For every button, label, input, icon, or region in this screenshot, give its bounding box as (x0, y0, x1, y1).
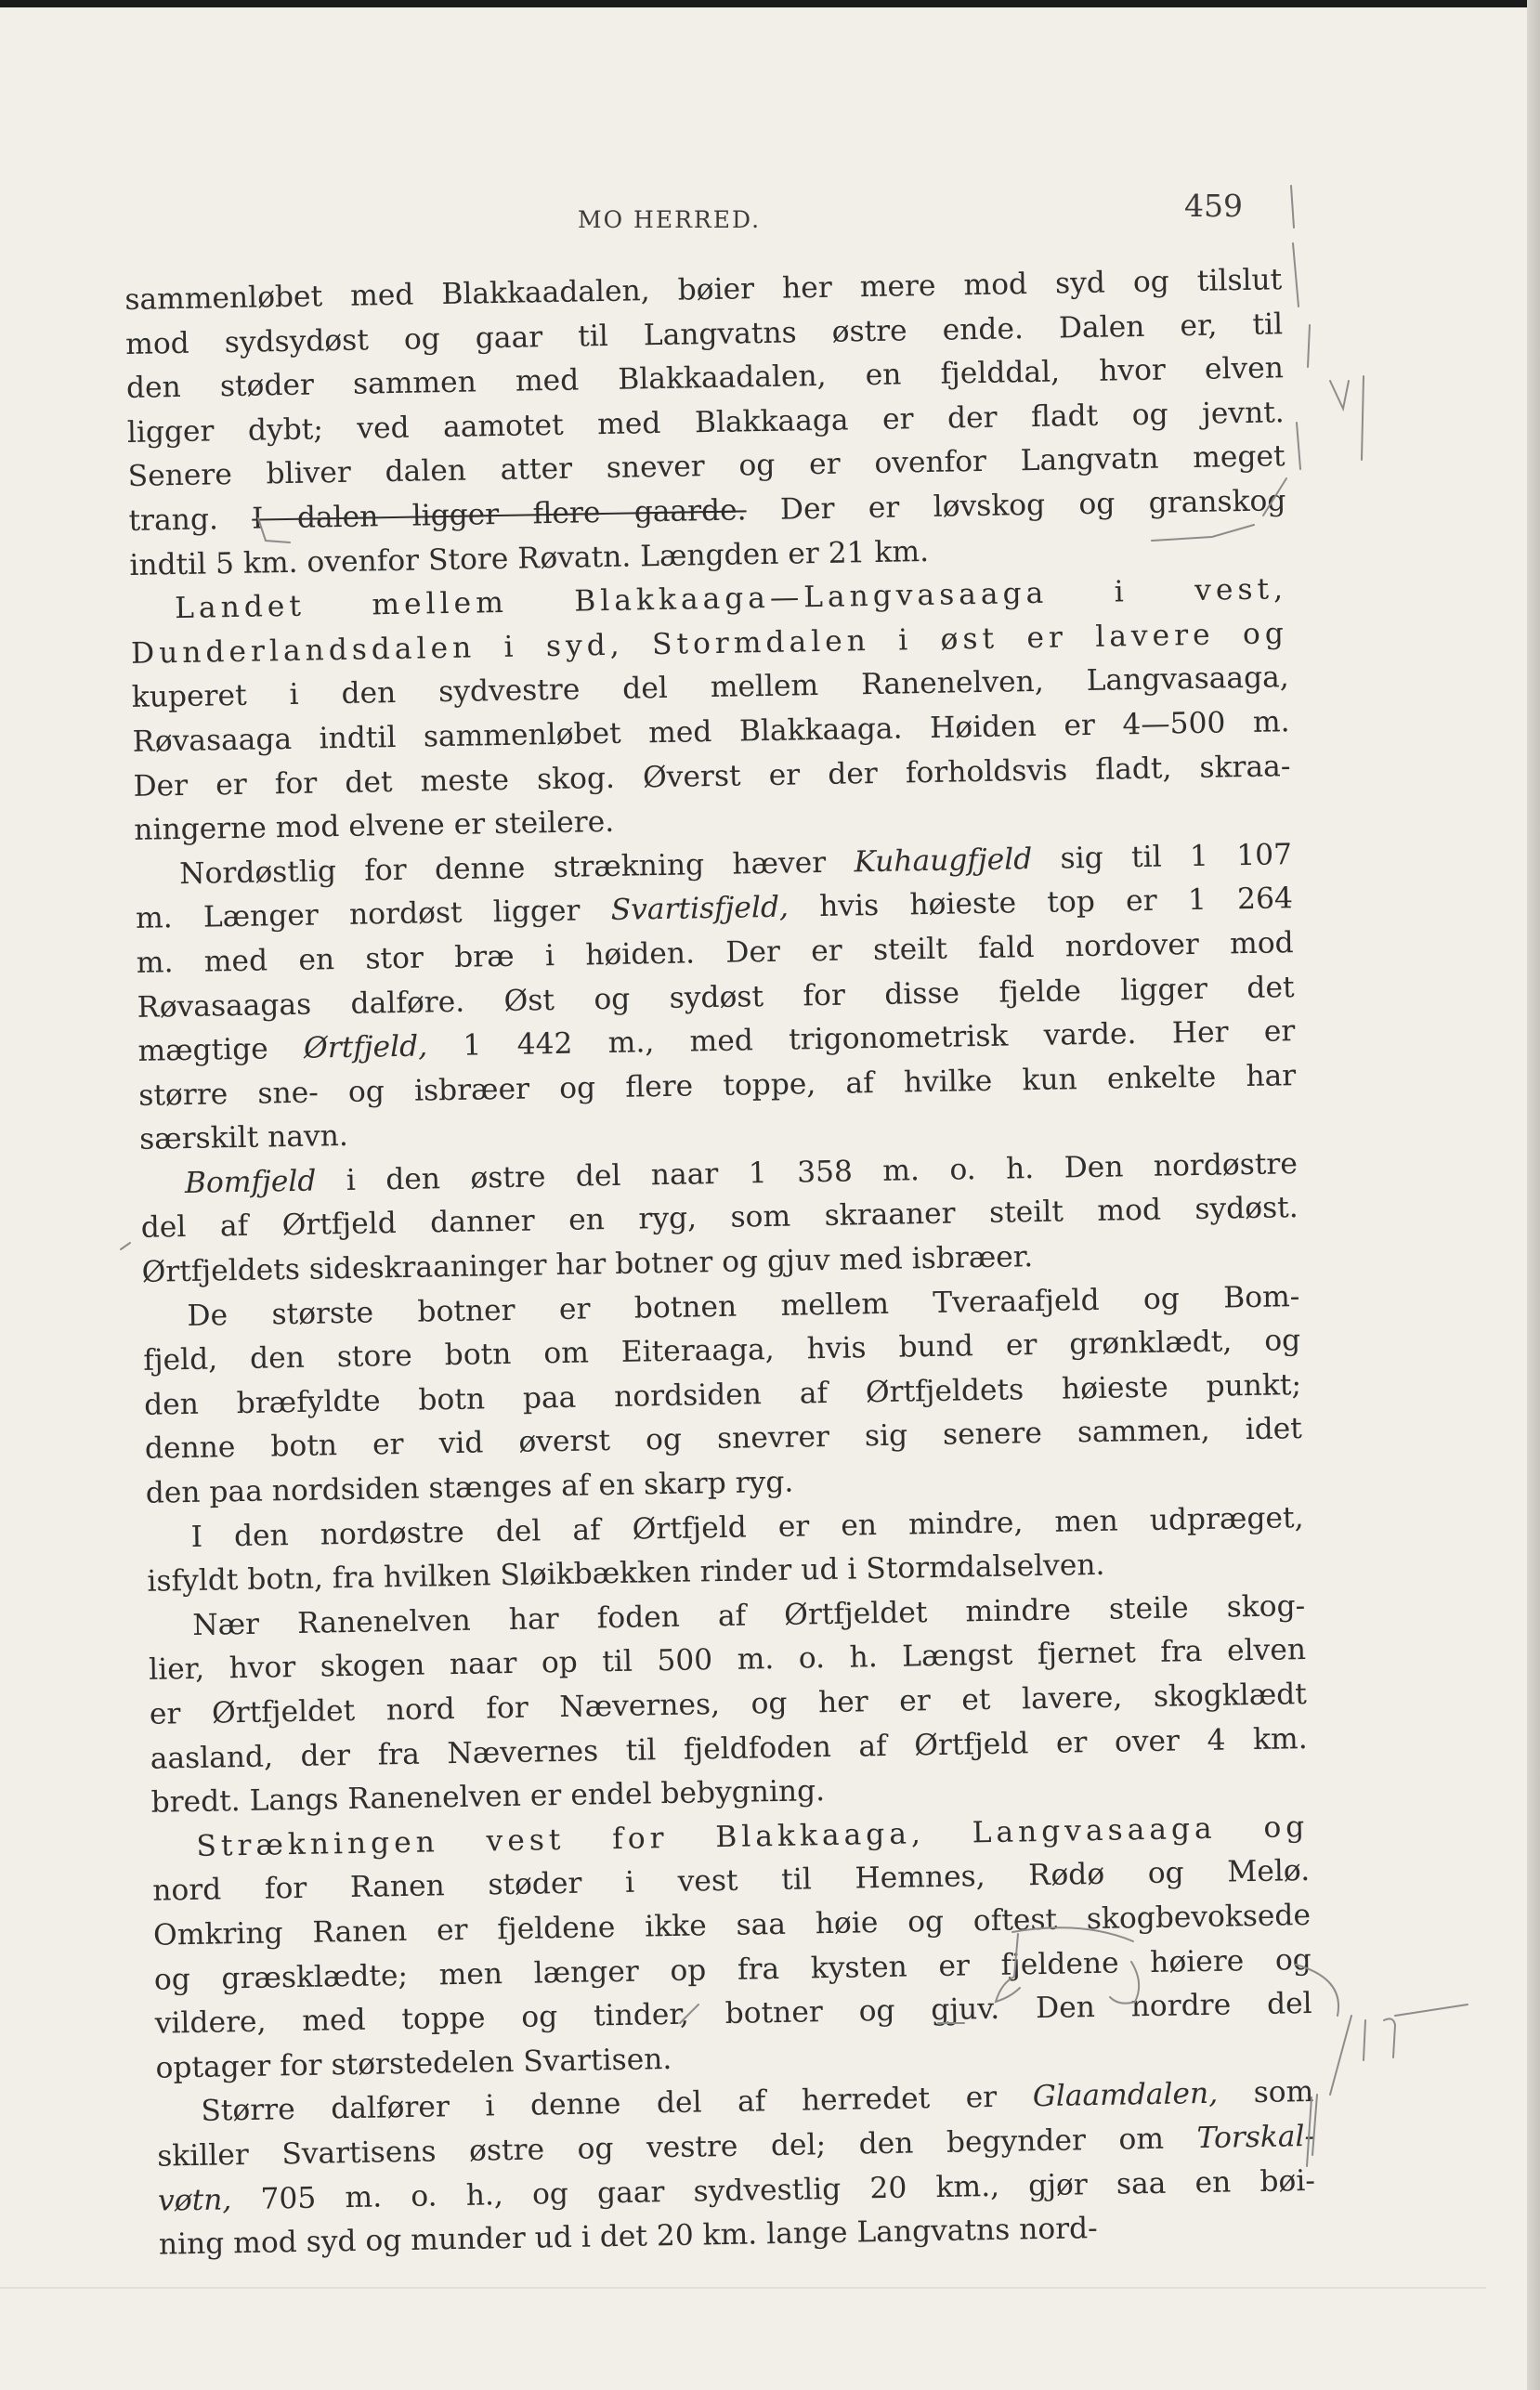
text-fragment: Større dalfører i denne del af herredet er (201, 2081, 998, 2129)
scan-top-border (0, 0, 1540, 7)
pen-mark (1308, 325, 1310, 367)
text-line: Røvasaagas dalføre. Øst og sydøst for disse fjelde ligger det (137, 970, 1295, 1025)
place-name: Glaamdalen, (1032, 2077, 1219, 2114)
text-line: den støder sammen med Blakkaadalen, en fjelddal, hvor elven (125, 351, 1285, 406)
text-fragment: trang. (128, 503, 219, 538)
paragraph-start-line: Landet mellem Blakkaaga—Langvasaaga i vest, (174, 572, 1288, 626)
pen-mark (121, 1243, 130, 1249)
text-line: m. med en stor bræ i høiden. Der er steilt fald nordover mod (136, 926, 1294, 980)
running-head: MO HERRED. (578, 206, 762, 233)
paragraph-start-line: I den nordøstre del af Ørtfjeld er en mindre, men udpræget, (190, 1500, 1304, 1554)
text-line: vildere, med toppe og tinder, botner og gjuv. Den nordre del (154, 1987, 1312, 2041)
text-line: Dunderlandsdalen i syd, Stormdalen i øst er lavere og (130, 616, 1289, 671)
text-line: og græsklædte; men længer op fra kysten er fjeldene høiere og (153, 1942, 1312, 1997)
text-line: denne botn er vid øverst og snevrer sig senere sammen, idet (144, 1412, 1303, 1467)
text-fragment: hvis høieste top er 1 264 (818, 882, 1294, 924)
pen-mark (1291, 186, 1294, 228)
pen-mark (1395, 2005, 1468, 2016)
text-line: Røvasaaga indtil sammenløbet med Blakkaaga. Høiden er 4—500 m. (132, 705, 1290, 759)
scan-right-edge (1527, 0, 1540, 2390)
text-fragment: 1 442 m., med trigonometrisk varde. Her er (463, 1014, 1296, 1063)
text-fragment: skiller Svartisens østre og vestre del; den (156, 2126, 914, 2174)
text-line: Ørtfjeldets sideskraaninger har botner og gjuv med isbræer. (141, 1240, 1034, 1289)
text-fragment: begynder om (946, 2122, 1165, 2160)
text-line: den bræfyldte botn paa nordsiden af Ørtfjeldets høieste punkt; (143, 1367, 1302, 1422)
place-name: Kuhaugfjeld (854, 842, 1033, 880)
pen-mark (1364, 2020, 1365, 2060)
pen-mark (1384, 2018, 1395, 2057)
text-fragment: m. Længer nordøst ligger (135, 894, 581, 936)
text-fragment: som (1253, 2075, 1314, 2110)
paragraph-start-line: De største botner er botnen mellem Tveraafjeld og Bom- (187, 1279, 1300, 1333)
place-name: Ørtfjeld, (303, 1029, 428, 1065)
text-line: indtil 5 km. ovenfor Store Røvatn. Længden er 21 km. (129, 534, 930, 582)
page-number: 459 (1184, 188, 1243, 224)
place-name: Svartisfjeld, (610, 890, 790, 928)
place-name: Bomfjeld (184, 1164, 317, 1200)
pen-mark (1297, 423, 1300, 469)
place-name: Torskal- (1196, 2119, 1315, 2156)
pen-mark (1330, 381, 1349, 409)
text-line: fjeld, den store botn om Eiteraaga, hvis bund er grønklædt, og (143, 1324, 1301, 1378)
text-line: bredt. Langs Ranenelven er endel bebygning. (150, 1774, 826, 1820)
text-line: Omkring Ranen er fjeldene ikke saa høie og oftest skogbevoksede (152, 1898, 1312, 1952)
place-name: vøtn, (157, 2182, 232, 2218)
text-line: sammenløbet med Blakkaadalen, bøier her mere mod syd og tilslut (124, 263, 1283, 317)
text-line: ning mod syd og munder ud i det 20 km. lange Langvatns nord- (158, 2212, 1099, 2262)
paragraph-start-line: Nær Ranenelven har foden af Ørtfjeldet mindre steile skog- (191, 1588, 1306, 1642)
text-line: isfyldt botn, fra hvilken Sløikbækken rinder ud i Stormdalselven. (147, 1548, 1105, 1600)
text-line: særskilt navn. (138, 1119, 349, 1157)
text-line: ningerne mod elvene er steilere. (134, 805, 615, 848)
text-line: større sne- og isbræer og flere toppe, af hvilke kun enkelte har (138, 1058, 1297, 1113)
text-line: den paa nordsiden stænges af en skarp ryg. (145, 1465, 794, 1510)
text-line: kuperet i den sydvestre del mellem Ranenelven, Langvasaaga, (131, 660, 1290, 715)
pen-mark (1362, 376, 1364, 460)
paragraph-start-line: Strækningen vest for Blakkaaga, Langvasaaga og (196, 1809, 1310, 1863)
text-line: del af Ørtfjeld danner en ryg, som skraaner steilt mod sydøst. (140, 1191, 1299, 1246)
text-line: Der er for det meste skog. Øverst er der forholdsvis fladt, skraa- (133, 749, 1291, 803)
text-fragment: 705 m. o. h., og gaar sydvestlig 20 km., gjør saa en bøi- (260, 2163, 1316, 2216)
text-fragment: i den østre del naar 1 358 m. o. h. Den nordøstre (346, 1146, 1299, 1197)
struck-through-text: I dalen ligger flere gaarde. (251, 493, 747, 536)
scan-shadow-line (0, 2287, 1486, 2289)
text-line: mod sydsydøst og gaar til Langvatns østre ende. Dalen er, til (124, 307, 1284, 361)
text-line: ligger dybt; ved aamotet med Blakkaaga er der fladt og jevnt. (126, 396, 1286, 450)
text-line: Senere bliver dalen atter snever og er ovenfor Langvatn meget (127, 439, 1286, 494)
text-line: lier, hvor skogen naar op til 500 m. o. h. Længst fjernet fra elven (148, 1633, 1307, 1688)
text-line: nord for Ranen støder i vest til Hemnes, Rødø og Melø. (151, 1854, 1311, 1909)
body-text (124, 258, 1316, 2267)
pen-mark (1293, 243, 1299, 307)
text-fragment: Nordøstlig for denne strækning hæver (178, 845, 827, 891)
text-line: er Ørtfjeldet nord for Nævernes, og her er et lavere, skogklædt (149, 1678, 1308, 1731)
text-line: aasland, der fra Nævernes til fjeldfoden af Ørtfjeld er over 4 km. (150, 1721, 1308, 1776)
text-fragment: mægtige (137, 1032, 269, 1068)
text-fragment: sig til 1 107 (1060, 837, 1293, 876)
pen-mark (1330, 2016, 1351, 2095)
text-line: optager for størstedelen Svartisen. (155, 2042, 672, 2085)
text-fragment: Der er løvskog og granskog (779, 484, 1286, 527)
